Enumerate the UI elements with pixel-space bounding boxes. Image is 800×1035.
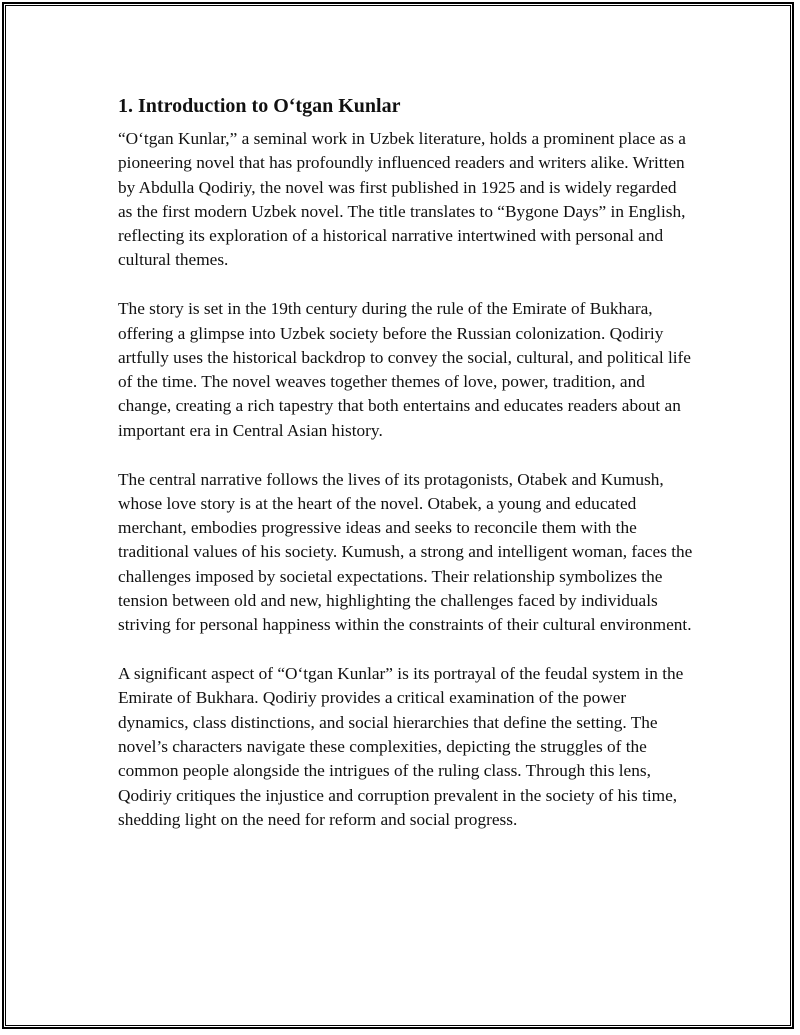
paragraph-4: A significant aspect of “O‘tgan Kunlar” is its portrayal of the feudal system in the Emirate of Bukhara. Qodiriy provides a critical examination of the power dynamics, class distinctions, and social hierarchies that define the setting. The novel’s characters navigate these complexities, depicting the struggles of the common people alongside the intrigues of the ruling class. Through this lens, Qodiriy critiques the injustice and corruption prevalent in the society of his time, shedding light on the need for reform and social progress. xyxy=(118,664,684,829)
paragraph-1: “O‘tgan Kunlar,” a seminal work in Uzbek literature, holds a prominent place as a pioneering novel that has profoundly influenced readers and writers alike. Written by Abdulla Qodiriy, the novel was first published in 1925 and is widely regarded as the first modern Uzbek novel. The title translates to “Bygone Days” in English, reflecting its exploration of a historical narrative intertwined with personal and cultural themes. xyxy=(118,129,686,270)
paragraph-3: The central narrative follows the lives of its protagonists, Otabek and Kumush, whose love story is at the heart of the novel. Otabek, a young and educated merchant, embodies progressive ideas and seeks to reconcile them with the traditional values of his society. Kumush, a strong and intelligent woman, faces the challenges imposed by societal expectations. Their relationship symbolizes the tension between old and new, highlighting the challenges faced by individuals striving for personal happiness within the constraints of their cultural environment. xyxy=(118,469,693,635)
section-heading: 1. Introduction to O‘tgan Kunlar xyxy=(118,95,401,117)
document-body xyxy=(118,94,693,832)
paragraph-2: The story is set in the 19th century during the rule of the Emirate of Bukhara, offering a glimpse into Uzbek society before the Russian colonization. Qodiriy artfully uses the historical backdrop to convey the social, cultural, and political life of the time. The novel weaves together themes of love, power, tradition, and change, creating a rich tapestry that both entertains and educates readers about an important era in Central Asian history. xyxy=(118,299,691,440)
